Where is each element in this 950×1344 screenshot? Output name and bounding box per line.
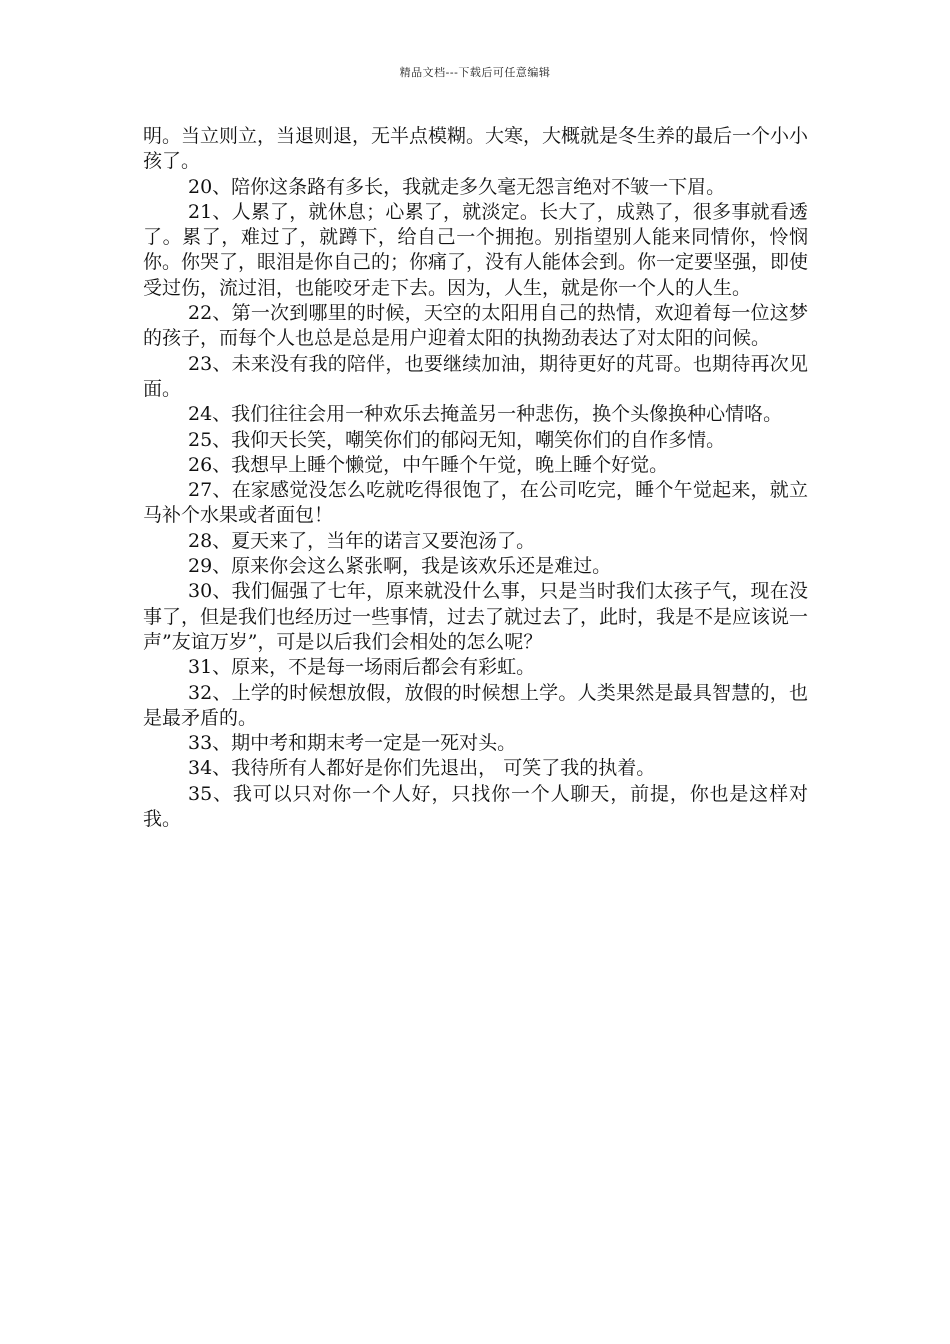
paragraph: 30、我们倔强了七年，原来就没什么事，只是当时我们太孩子气，现在没事了，但是我们也经历过一些事情，过去了就过去了，此时，我是不是应该说一声”友谊万岁”，可是以后我们会相处的怎么呢？ — [143, 580, 809, 653]
document-body — [143, 124, 808, 832]
paragraph: 33、期中考和期末考一定是一死对头。 — [188, 732, 517, 755]
paragraph: 31、原来，不是每一场雨后都会有彩虹。 — [188, 656, 536, 679]
paragraph: 26、我想早上睡个懒觉，中午睡个午觉，晚上睡个好觉。 — [188, 453, 669, 476]
paragraph: 23、未来没有我的陪伴，也要继续加油，期待更好的芃哥。也期待再次见面。 — [143, 352, 808, 400]
paragraph: 25、我仰天长笑，嘲笑你们的郁闷无知，嘲笑你们的自作多情。 — [188, 428, 726, 451]
paragraph: 20、陪你这条路有多长，我就走多久毫无怨言绝对不皱一下眉。 — [188, 175, 726, 198]
paragraph: 明。当立则立，当退则退，无半点模糊。大寒，大概就是冬生养的最后一个小小孩了。 — [143, 125, 809, 173]
page-header: 精品文档---下载后可任意编辑 — [399, 66, 551, 79]
paragraph: 32、上学的时候想放假，放假的时候想上学。人类果然是最具智慧的，也是最矛盾的。 — [143, 681, 808, 729]
paragraph: 35、我可以只对你一个人好，只找你一个人聊天，前提，你也是这样对我。 — [143, 782, 808, 831]
paragraph: 22、第一次到哪里的时候，天空的太阳用自己的热情，欢迎着每一位这梦的孩子，而每个人也总是总是用户迎着太阳的执拗劲表达了对太阳的问候。 — [143, 302, 808, 350]
paragraph: 34、我待所有人都好是你们先退出， 可笑了我的执着。 — [188, 757, 656, 780]
paragraph: 24、我们往往会用一种欢乐去掩盖另一种悲伤，换个头像换种心情咯。 — [188, 403, 783, 426]
paragraph: 29、原来你会这么紧张啊，我是该欢乐还是难过。 — [188, 555, 612, 578]
paragraph: 21、人累了，就休息；心累了，就淡定。长大了，成熟了，很多事就看透了。累了，难过了，就蹲下，给自己一个拥抱。别指望别人能来同情你，怜悯你。你哭了，眼泪是你自己的；你痛了，没有人能体会到。你一定要坚强，即使受过伤，流过泪，也能咬牙走下去。因为，人生，就是你一个人的人生。 — [143, 200, 809, 299]
paragraph: 27、在家感觉没怎么吃就吃得很饱了，在公司吃完，睡个午觉起来，就立马补个水果或者面包！ — [143, 479, 808, 527]
paragraph: 28、夏天来了，当年的诺言又要泡汤了。 — [188, 529, 536, 552]
